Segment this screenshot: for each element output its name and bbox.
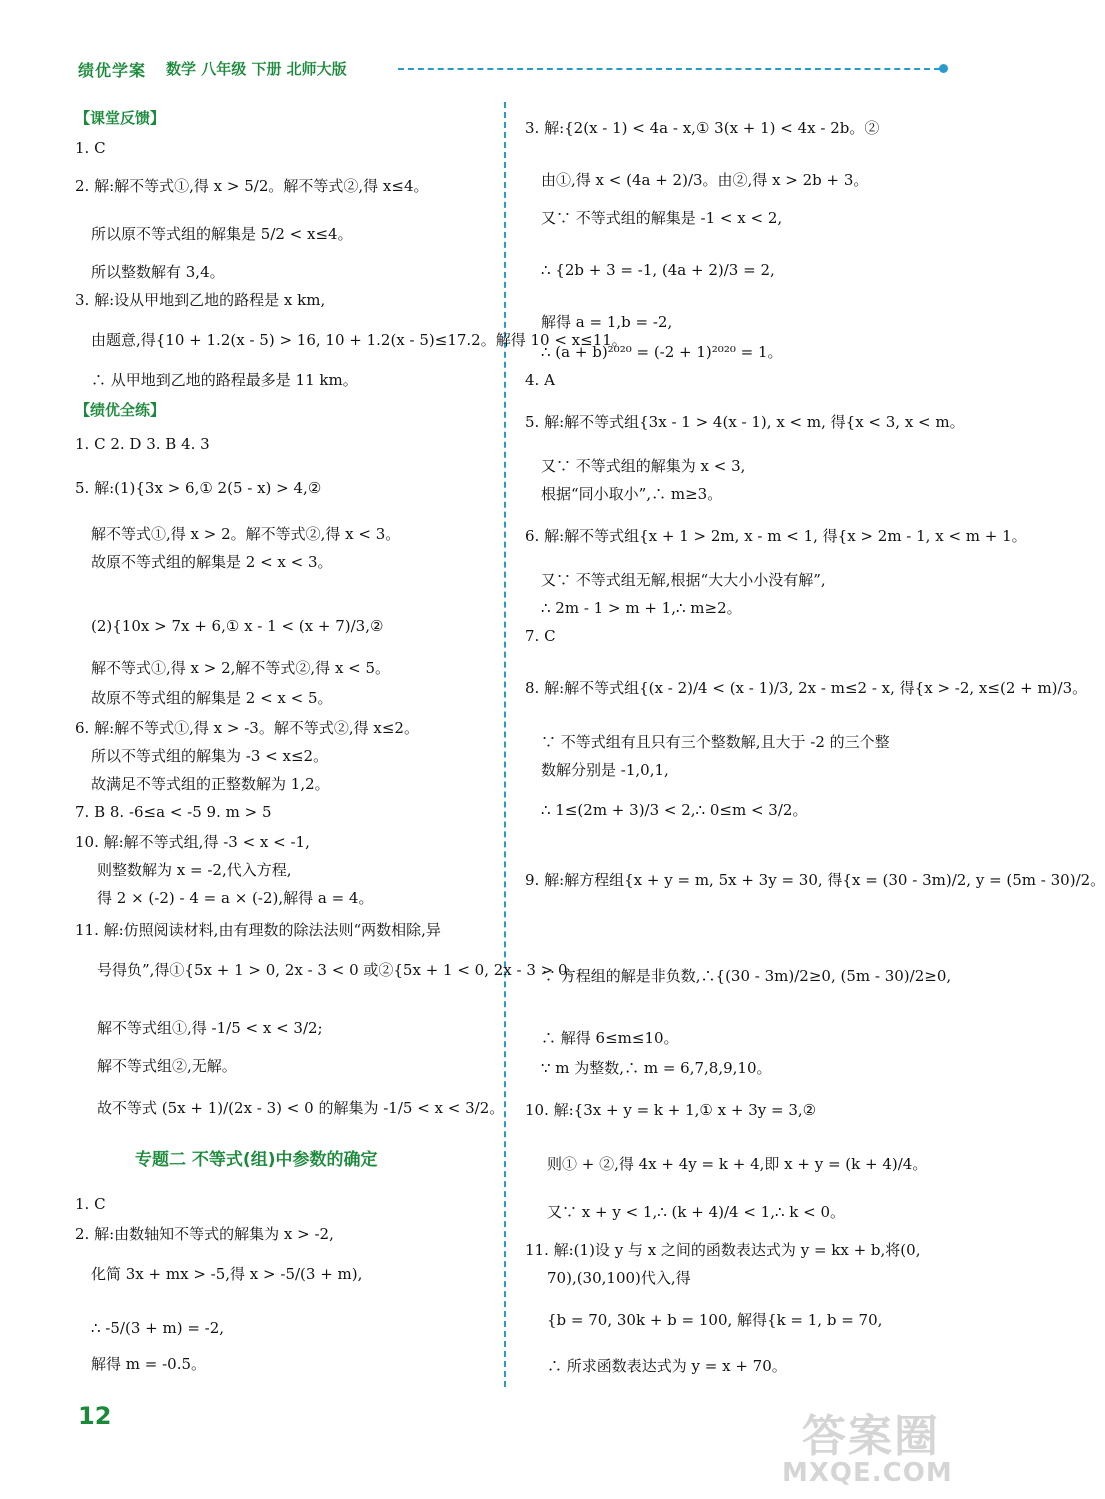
answer-line: 化简 3x + mx > -5,得 x > -5/(3 + m), (91, 1265, 363, 1283)
column-divider (504, 102, 506, 1387)
answer-line: 故不等式 (5x + 1)/(2x - 3) < 0 的解集为 -1/5 < x < 3/2。 (97, 1099, 505, 1117)
answer-line: 2. 解:解不等式①,得 x > 5/2。解不等式②,得 x≤4。 (75, 177, 429, 195)
answer-line: 3. 解:{2(x - 1) < 4a - x,① 3(x + 1) < 4x - 2b。② (525, 119, 880, 137)
answer-line: ∴ 1≤(2m + 3)/3 < 2,∴ 0≤m < 3/2。 (541, 801, 808, 819)
answer-line: {b = 70, 30k + b = 100, 解得{k = 1, b = 70, (547, 1311, 883, 1329)
answer-line: ∴ (a + b)²⁰²⁰ = (-2 + 1)²⁰²⁰ = 1。 (541, 343, 783, 361)
answer-line: (2){10x > 7x + 6,① x - 1 < (x + 7)/3,② (91, 617, 384, 635)
answer-line: ∴ 解得 6≤m≤10。 (541, 1029, 679, 1047)
watermark-logo (772, 1400, 972, 1490)
answer-line: 解不等式组①,得 -1/5 < x < 3/2; (97, 1019, 323, 1037)
answer-line: 数解分别是 -1,0,1, (541, 761, 669, 779)
answer-line: 5. 解:(1){3x > 6,① 2(5 - x) > 4,② (75, 479, 322, 497)
answer-line: 由①,得 x < (4a + 2)/3。由②,得 x > 2b + 3。 (541, 171, 869, 189)
answer-line: 解得 m = -0.5。 (91, 1355, 207, 1373)
answer-line: 70),(30,100)代入,得 (547, 1269, 691, 1287)
answer-line: 2. 解:由数轴知不等式的解集为 x > -2, (75, 1225, 334, 1243)
answer-line: 解不等式组②,无解。 (97, 1057, 237, 1075)
section-heading: 【绩优全练】 (75, 401, 166, 419)
answer-line: ∴ -5/(3 + m) = -2, (91, 1319, 225, 1337)
answer-line: ∴ {2b + 3 = -1, (4a + 2)/3 = 2, (541, 261, 775, 279)
watermark-text: 答案圈 (802, 1411, 940, 1462)
answer-line: 所以不等式组的解集为 -3 < x≤2。 (91, 747, 329, 765)
answer-line: 又∵ x + y < 1,∴ (k + 4)/4 < 1,∴ k < 0。 (547, 1203, 846, 1221)
answer-line: 由题意,得{10 + 1.2(x - 5) > 16, 10 + 1.2(x - 5)≤17.2。解得 10 < x≤11。 (91, 331, 627, 349)
watermark-url: MXQE.COM (782, 1458, 953, 1488)
answer-line: 所以原不等式组的解集是 5/2 < x≤4。 (91, 225, 353, 243)
answer-line: 5. 解:解不等式组{3x - 1 > 4(x - 1), x < m, 得{x < 3, x < m。 (525, 413, 965, 431)
answer-line: 8. 解:解不等式组{(x - 2)/4 < (x - 1)/3, 2x - m≤2 - x, 得{x > -2, x≤(2 + m)/3。 (525, 679, 1088, 697)
answer-line: 根据“同小取小”,∴ m≥3。 (541, 485, 723, 503)
answer-line: 1. C (75, 139, 106, 157)
answer-line: 又∵ 不等式组的解集为 x < 3, (541, 457, 746, 475)
answer-line: ∵ m 为整数,∴ m = 6,7,8,9,10。 (541, 1059, 772, 1077)
answer-line: 又∵ 不等式组无解,根据“大大小小没有解”, (541, 571, 826, 589)
answer-line: 11. 解:仿照阅读材料,由有理数的除法法则“两数相除,异 (75, 921, 441, 939)
answer-line: 10. 解:解不等式组,得 -3 < x < -1, (75, 833, 310, 851)
answer-line: 7. B 8. -6≤a < -5 9. m > 5 (75, 803, 272, 821)
answer-line: 故原不等式组的解集是 2 < x < 5。 (91, 689, 333, 707)
answer-line: 6. 解:解不等式组{x + 1 > 2m, x - m < 1, 得{x > 2m - 1, x < m + 1。 (525, 527, 1027, 545)
answer-line: 9. 解:解方程组{x + y = m, 5x + 3y = 30, 得{x = (30 - 3m)/2, y = (5m - 30)/2。 (525, 871, 1105, 889)
answer-line: 则整数解为 x = -2,代入方程, (97, 861, 292, 879)
answer-line: 得 2 × (-2) - 4 = a × (-2),解得 a = 4。 (97, 889, 374, 907)
answer-line: 1. C (75, 1195, 106, 1213)
answer-line: 11. 解:(1)设 y 与 x 之间的函数表达式为 y = kx + b,将(0, (525, 1241, 921, 1259)
book-subtitle: 数学 八年级 下册 北师大版 (166, 60, 347, 78)
header-dot (939, 64, 948, 73)
answer-line: 号得负”,得①{5x + 1 > 0, 2x - 3 < 0 或②{5x + 1 < 0, 2x - 3 > 0。 (97, 961, 583, 979)
answer-line: 解不等式①,得 x > 2。解不等式②,得 x < 3。 (91, 525, 401, 543)
answer-line: ∵ 方程组的解是非负数,∴{(30 - 3m)/2≥0, (5m - 30)/2≥0, (541, 967, 952, 985)
answer-line: ∴ 所求函数表达式为 y = x + 70。 (547, 1357, 787, 1375)
answer-line: ∴ 从甲地到乙地的路程最多是 11 km。 (91, 371, 358, 389)
answer-line: 4. A (525, 371, 555, 389)
answer-line: 故满足不等式组的正整数解为 1,2。 (91, 775, 330, 793)
answer-line: 解不等式①,得 x > 2,解不等式②,得 x < 5。 (91, 659, 391, 677)
answer-line: 3. 解:设从甲地到乙地的路程是 x km, (75, 291, 326, 309)
answer-line: 所以整数解有 3,4。 (91, 263, 225, 281)
page-header (78, 58, 948, 82)
brand-title: 绩优学案 (78, 61, 147, 80)
answer-line: 又∵ 不等式组的解集是 -1 < x < 2, (541, 209, 783, 227)
answer-line: 10. 解:{3x + y = k + 1,① x + 3y = 3,② (525, 1101, 817, 1119)
section-heading: 【课堂反馈】 (75, 109, 166, 127)
answer-line: 6. 解:解不等式①,得 x > -3。解不等式②,得 x≤2。 (75, 719, 419, 737)
topic-title: 专题二 不等式(组)中参数的确定 (135, 1150, 378, 1170)
answer-line: 7. C (525, 627, 556, 645)
answer-line: 则① + ②,得 4x + 4y = k + 4,即 x + y = (k + 4)/4。 (547, 1155, 928, 1173)
page-number: 12 (78, 1402, 112, 1430)
answer-line: 故原不等式组的解集是 2 < x < 3。 (91, 553, 333, 571)
answer-line: ∵ 不等式组有且只有三个整数解,且大于 -2 的三个整 (541, 733, 890, 751)
answer-line: 解得 a = 1,b = -2, (541, 313, 673, 331)
answer-line: 1. C 2. D 3. B 4. 3 (75, 435, 210, 453)
header-dash-line (398, 68, 940, 70)
answer-line: ∴ 2m - 1 > m + 1,∴ m≥2。 (541, 599, 742, 617)
